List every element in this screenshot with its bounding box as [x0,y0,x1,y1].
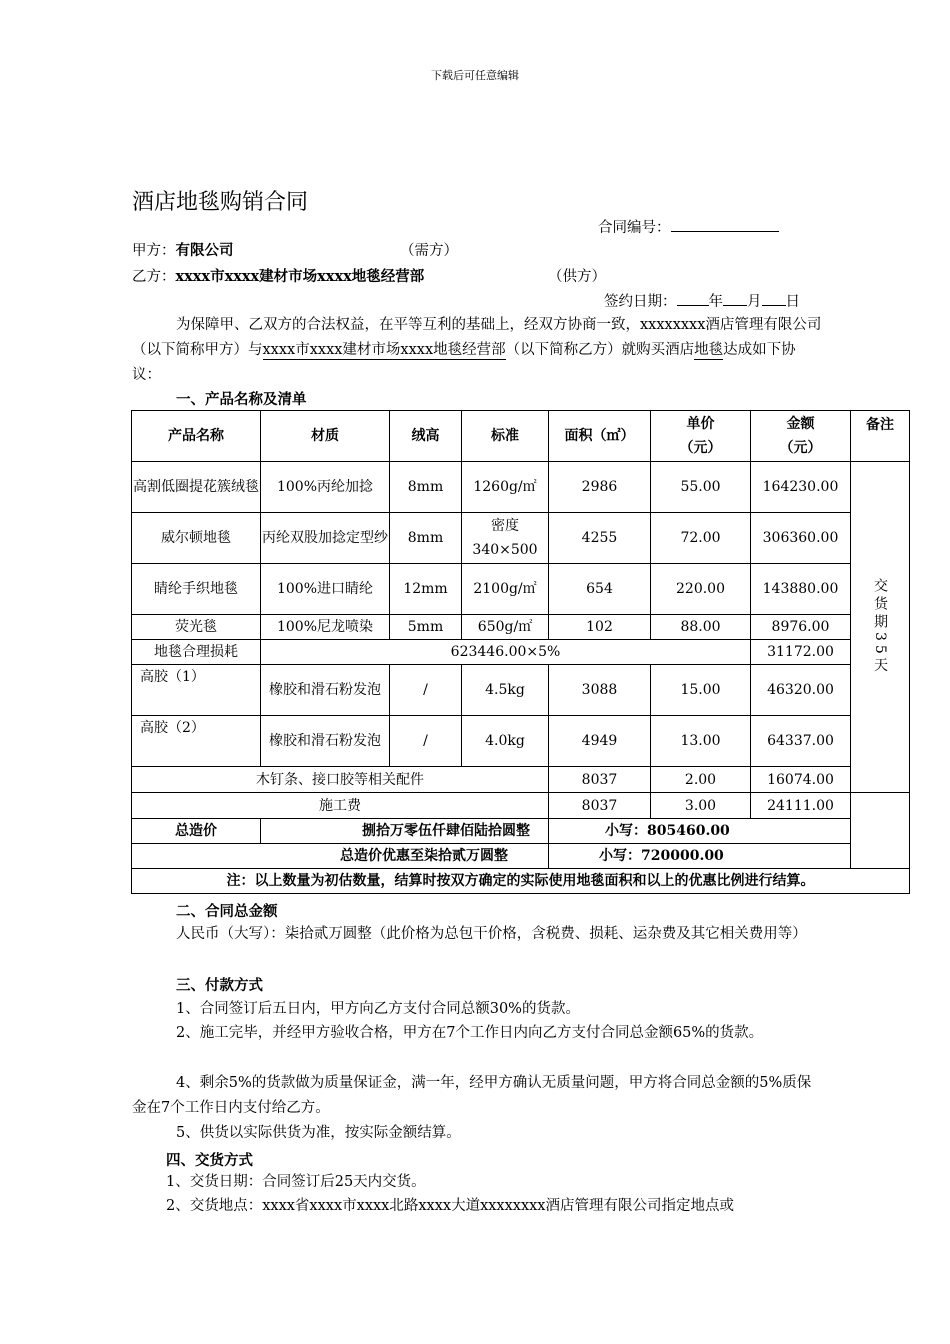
cell-amount: 16074.00 [751,767,851,793]
cell-name: 高胶（2） [132,716,261,767]
contract-number-blank [671,215,779,232]
cell-area: 8037 [549,793,651,819]
cell-area: 8037 [549,767,651,793]
cell-amount: 164230.00 [751,462,851,513]
page-title: 酒店地毯购销合同 [132,190,309,215]
cell-standard: 4.5kg [462,665,549,716]
delivery-item: 1、交货日期：合同签订后25天内交货。 [166,1174,426,1190]
remark-cell: 交货期35天 [851,462,910,793]
cell-loss-name: 地毯合理损耗 [132,640,261,665]
cell-area: 3088 [549,665,651,716]
col-header-standard: 标准 [462,411,549,462]
month-label: 月 [747,294,762,310]
col-header-amount: 金额 （元） [751,411,851,462]
header-note: 下载后可任意编辑 [431,69,519,82]
cell-total-upper: 捌拾万零伍仟肆佰陆拾圆整 [261,819,549,844]
cell-pile: 8mm [390,513,462,564]
loss-row [132,640,910,665]
cell-standard: 4.0kg [462,716,549,767]
col-header-area: 面积（㎡） [549,411,651,462]
cell-discount-label: 总造价优惠至柒拾贰万圆整 [132,844,549,869]
intro-paragraph [132,313,822,388]
cell-pile: 5mm [390,615,462,640]
cell-amount: 143880.00 [751,564,851,615]
cell-amount: 64337.00 [751,716,851,767]
cell-standard: 2100g/㎡ [462,564,549,615]
col-header-pile: 绒高 [390,411,462,462]
cell-amount: 24111.00 [751,793,851,819]
party-a-name: 有限公司 [175,242,234,259]
party-b [132,265,424,286]
note-row [132,869,910,894]
cell-price: 72.00 [651,513,751,564]
cell-material: 100%尼龙喷染 [261,615,390,640]
cell-amount: 46320.00 [751,665,851,716]
day-blank [762,291,786,306]
contract-number-label: 合同编号： [598,220,671,236]
section-1-heading: 一、产品名称及清单 [176,391,307,408]
month-blank [723,291,747,306]
year-label: 年 [708,294,723,310]
cell-loss-formula: 623446.00×5% [261,640,751,665]
payment-item: 1、合同签订后五日内，甲方向乙方支付合同总额30%的货款。 [176,1001,580,1017]
table-row [132,716,910,767]
install-row [132,793,910,819]
total-row [132,819,910,844]
intro-text-1: 为保障甲、乙双方的合法权益，在平等互利的基础上，经双方协商一致，xxxxxxxx酒店管理有限公司（以下简称甲方）与 [132,317,822,358]
cell-standard: 密度340×500 [462,513,549,564]
party-a-label: 甲方： [132,243,176,259]
payment-item: 4、剩余5%的货款做为质量保证金，满一年，经甲方确认无质量问题，甲方将合同总金额的5%质保金在7个工作日内支付给乙方。 [132,1075,812,1116]
cell-material: 橡胶和滑石粉发泡 [261,665,390,716]
party-a-role: （需方） [400,243,458,259]
cell-area: 654 [549,564,651,615]
cell-pile: / [390,665,462,716]
cell-install-name: 施工费 [132,793,549,819]
delivery-item: 2、交货地点：xxxx省xxxx市xxxx北路xxxx大道xxxxxxxx酒店管理有限公司指定地点或 [166,1198,734,1214]
cell-area: 2986 [549,462,651,513]
col-header-price: 单价 （元） [651,411,751,462]
party-b-name: xxxx市xxxx建材市场xxxx地毯经营部 [175,268,425,285]
cell-material: 100%丙纶加捻 [261,462,390,513]
party-a [132,239,234,260]
cell-price: 55.00 [651,462,751,513]
table-row [132,513,910,564]
cell-price: 88.00 [651,615,751,640]
cell-amount: 8976.00 [751,615,851,640]
cell-name: 高割低圈提花簇绒毯 [132,462,261,513]
party-b-role: （供方） [548,269,606,285]
cell-note: 注：以上数量为初估数量，结算时按双方确定的实际使用地毯面积和以上的优惠比例进行结算。 [132,869,910,894]
cell-discount-lower: 小写：720000.00 [549,844,851,869]
remark-cell-empty [851,793,910,869]
accessories-row [132,767,910,793]
cell-loss-amount: 31172.00 [751,640,851,665]
col-header-name: 产品名称 [132,411,261,462]
cell-name: 荧光毯 [132,615,261,640]
day-label: 日 [785,294,800,310]
cell-pile: / [390,716,462,767]
cell-name: 睛纶手织地毯 [132,564,261,615]
cell-area: 4255 [549,513,651,564]
intro-text-2: （以下简称乙方）就购买酒店 [505,342,695,358]
table-row [132,665,910,716]
cell-price: 2.00 [651,767,751,793]
cell-name: 高胶（1） [132,665,261,716]
cell-price: 3.00 [651,793,751,819]
sign-date [604,290,800,311]
cell-price: 15.00 [651,665,751,716]
cell-pile: 8mm [390,462,462,513]
table-row [132,462,910,513]
cell-total-lower: 小写：805460.00 [549,819,851,844]
cell-price: 220.00 [651,564,751,615]
payment-item: 5、供货以实际供货为准，按实际金额结算。 [176,1125,461,1141]
cell-area: 102 [549,615,651,640]
cell-material: 100%进口睛纶 [261,564,390,615]
cell-material: 丙纶双股加捻定型纱 [261,513,390,564]
year-blank [677,291,709,306]
product-table [131,410,910,894]
col-header-material: 材质 [261,411,390,462]
table-row [132,615,910,640]
payment-item: 2、施工完毕，并经甲方验收合格，甲方在7个工作日内向乙方支付合同总金额65%的货款。 [176,1025,764,1041]
intro-text-3: 达成如下协议： [132,342,796,383]
section-2-text: 人民币（大写）：柒拾贰万圆整（此价格为总包干价格，含税费、损耗、运杂费及其它相关费用等） [176,926,807,942]
discount-row [132,844,910,869]
section-2-heading: 二、合同总金额 [176,903,278,920]
cell-accessories-name: 木钉条、接口胶等相关配件 [132,767,549,793]
cell-total-label: 总造价 [132,819,261,844]
contract-number [598,215,779,237]
col-header-remark: 备注 [851,411,910,462]
cell-standard: 1260g/㎡ [462,462,549,513]
section-4-heading: 四、交货方式 [166,1152,253,1169]
cell-name: 威尔顿地毯 [132,513,261,564]
cell-material: 橡胶和滑石粉发泡 [261,716,390,767]
party-b-label: 乙方： [132,269,176,285]
sign-date-label: 签约日期： [604,294,677,310]
table-header-row [132,411,910,462]
cell-price: 13.00 [651,716,751,767]
intro-product: 地毯 [694,342,724,358]
intro-party-b: xxxx市xxxx建材市场xxxx地毯经营部 [262,342,506,358]
cell-amount: 306360.00 [751,513,851,564]
table-row [132,564,910,615]
cell-standard: 650g/㎡ [462,615,549,640]
cell-pile: 12mm [390,564,462,615]
cell-area: 4949 [549,716,651,767]
section-3-heading: 三、付款方式 [176,977,263,994]
